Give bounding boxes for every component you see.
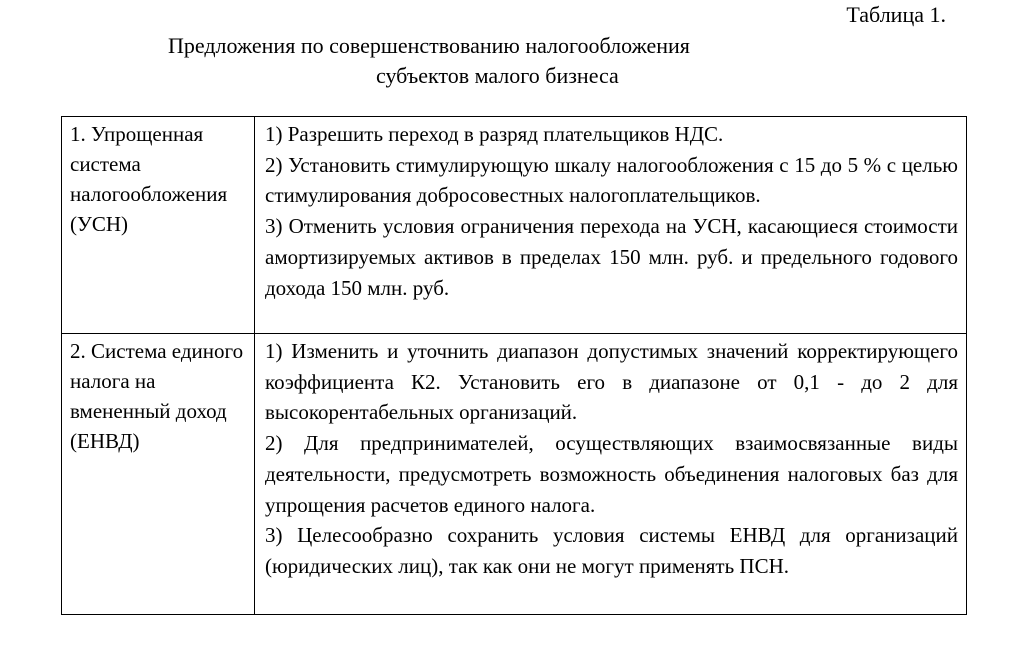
table-row [62, 334, 967, 615]
proposal-item: 2) Установить стимулирующую шкалу налогообложения с 15 до 5 % с целью стимулирования добросовестных налогоплательщиков. [265, 152, 958, 208]
proposal-item: 3) Целесообразно сохранить условия системы ЕНВД для организаций (юридических лиц), так как они не могут применять ПСН. [265, 523, 958, 578]
proposals-cell [255, 334, 967, 615]
proposal-item: 1) Изменить и уточнить диапазон допустимых значений корректирующего коэффициента К2. Установить его в диапазоне от 0,1 - до 2 для высокорентабельных организаций. [265, 339, 958, 425]
proposal-item: 2) Для предпринимателей, осуществляющих взаимосвязанные виды деятельности, предусмотреть возможность объединения налоговых баз для упрощения расчетов единого налога. [265, 431, 958, 517]
table-row [62, 117, 967, 334]
proposal-item: 3) Отменить условия ограничения перехода на УСН, касающиеся стоимости амортизируемых активов в пределах 150 млн. руб. и предельного годового дохода 150 млн. руб. [265, 214, 958, 300]
tax-system-name: 2. Система единого налога на вмененный доход (ЕНВД) [70, 339, 244, 453]
tax-system-name: 1. Упрощенная система налогообложения (УСН) [70, 122, 228, 236]
title-line-2: субъектов малого бизнеса [376, 63, 619, 88]
tax-system-cell [62, 117, 255, 334]
table-label: Таблица 1. [846, 2, 946, 27]
proposal-item: 1) Разрешить переход в разряд плательщиков НДС. [265, 122, 724, 146]
title-line-1: Предложения по совершенствованию налогообложения [168, 33, 690, 58]
tax-system-cell [62, 334, 255, 615]
proposals-table [61, 116, 967, 615]
proposals-cell [255, 117, 967, 334]
